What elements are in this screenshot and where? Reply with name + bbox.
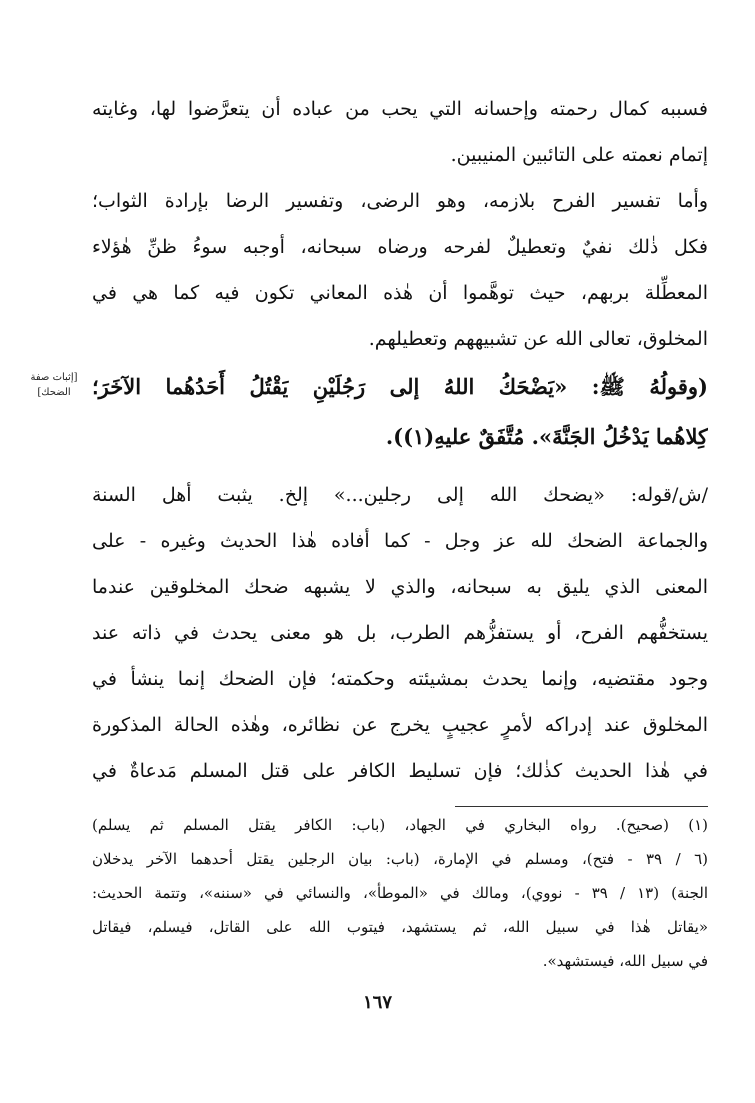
footnote-line: في سبيل الله، فيستشهد». <box>542 952 708 970</box>
text-line: فسببه كمال رحمته وإحسانه التي يحب من عباده أن يتعرَّضوا لها، وغايته <box>92 98 708 120</box>
text-line: /ش/قوله: «يضحك الله إلى رجلين...» إلخ. يثبت أهل السنة <box>92 484 708 506</box>
footnote-line: (٦ / ٣٩ - فتح)، ومسلم في الإمارة، (باب: بيان الرجلين يقتل أحدهما الآخر يدخلان <box>92 850 708 868</box>
hadith-line: (وقولُهُ ﷺ: «يَضْحَكُ اللهُ إلى رَجُلَيْنِ يَقْتُلُ أَحَدُهُما الآخَرَ؛ <box>92 374 708 399</box>
commentary <box>92 472 708 794</box>
hadith-line: كِلاهُما يَدْخُلُ الجَنَّةَ». مُتَّفَقٌ عليهِ(١)). <box>385 424 708 449</box>
text-line: والجماعة الضحك لله عز وجل - كما أفاده هٰذا الحديث وغيره - على <box>92 530 708 552</box>
text-line: وجود مقتضيه، وإنما يحدث بمشيئته وحكمته؛ فإن الضحك إنما ينشأ في <box>92 668 708 690</box>
footnotes <box>92 808 708 978</box>
paragraph-1 <box>92 86 708 178</box>
text-line: المعطِّلة بربهم، حيث توهَّموا أن هٰذه المعاني تكون فيه كما هي في <box>92 282 708 304</box>
text-line: في هٰذا الحديث كذٰلك؛ فإن تسليط الكافر على قتل المسلم مَدعاةٌ في <box>92 760 708 782</box>
footnote-line: «يقاتل هٰذا في سبيل الله، ثم يستشهد، فيتوب الله على القاتل، فيسلم، فيقاتل <box>92 918 708 936</box>
paragraph-2 <box>92 178 708 362</box>
text-line: إتمام نعمته على التائبين المنيبين. <box>450 144 708 166</box>
page-number: ١٦٧ <box>362 992 392 1013</box>
footnote-divider <box>455 806 708 807</box>
hadith-text <box>92 362 708 462</box>
text-line: المخلوق، تعالى الله عن تشبيههم وتعطيلهم. <box>368 328 708 350</box>
text-line: وأما تفسير الفرح بلازمه، وهو الرضى، وتفسير الرضا بإرادة الثواب؛ <box>92 190 708 212</box>
text-line: المخلوق عند إدراكه لأمرٍ عجيبٍ يخرج عن نظائره، وهٰذه الحالة المذكورة <box>92 714 708 736</box>
text-line: يستخفُّهم الفرح، أو يستفزُّهم الطرب، بل هو معنى يحدث في ذاته عند <box>92 622 708 644</box>
text-line: فكل ذٰلك نفيٌ وتعطيلٌ لفرحه ورضاه سبحانه، أوجبه سوءُ ظنِّ هٰؤلاء <box>92 236 708 258</box>
footnote-line: (١) (صحيح). رواه البخاري في الجهاد، (باب: الكافر يقتل المسلم ثم يسلم) <box>92 816 708 834</box>
margin-note: [إثبات صفة الضحك] <box>30 372 78 398</box>
text-line: المعنى الذي يليق به سبحانه، والذي لا يشبهه ضحك المخلوقين عندما <box>92 576 708 598</box>
footnote-line: الجنة) (١٣ / ٣٩ - نووي)، ومالك في «الموطأ»، والنسائي في «سننه»، وتتمة الحديث: <box>92 884 708 902</box>
